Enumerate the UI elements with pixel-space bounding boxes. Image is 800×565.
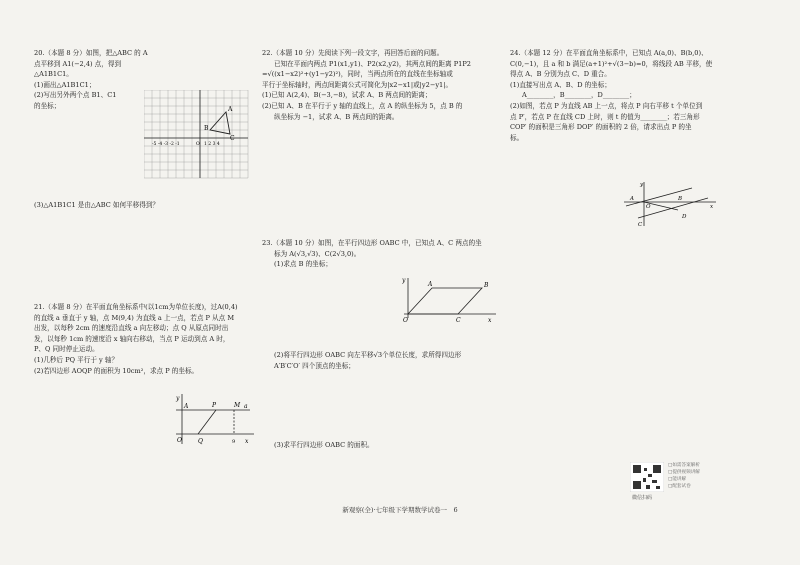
svg-text:O: O: [403, 317, 408, 324]
svg-text:A: A: [228, 106, 233, 113]
question-22-line-2: 已知在平面内两点 P1(x1,y1)、P2(x2,y2)，其两点间的距离 P1P2: [274, 59, 471, 68]
question-20-part-3: [34, 200, 254, 211]
question-22-line-7: 纵坐标为 −1，试求 A、B 两点间的距离。: [274, 112, 399, 121]
qr-option-3: □能讲解: [668, 477, 687, 482]
qr-option-4: □配套试卷: [668, 484, 691, 489]
question-20-item-2: (2)写出另外两个点 B1、C1: [34, 91, 117, 100]
question-24-line-7: 点 P′，若点 P 在直线 CD 上时，则 t 的值为________；若三角形: [510, 112, 700, 121]
question-23-line-3: (1)求点 B 的坐标；: [274, 260, 332, 269]
question-22-line-5: (1)已知 A(2,4)、B(−3,−8)，试求 A、B 两点间的距离；: [262, 91, 432, 100]
svg-text:M: M: [234, 402, 241, 409]
question-21-line-3: 出发，以每秒 2cm 的速度沿直线 a 向左移动；点 Q 从原点同时出: [34, 324, 229, 333]
svg-text:C: C: [456, 317, 461, 324]
question-21-line-5: P、Q 同时停止运动。: [34, 345, 99, 354]
svg-text:y: y: [640, 182, 644, 188]
question-21-line-4: 发，以每秒 1cm 的速度沿 x 轴向右移动，当点 P 运动到点 A 时，: [34, 334, 230, 343]
question-22-line-1: 22.（本题 10 分）先阅读下列一段文字，再回答后面的问题。: [262, 49, 444, 57]
qr-option-1: □如需答案解析: [668, 463, 700, 468]
svg-text:C: C: [230, 135, 235, 142]
question-23-item-2b: A′B′C′O′ 四个顶点的坐标；: [274, 361, 355, 370]
question-20-item-2b: 的坐标；: [34, 101, 61, 110]
question-24-line-5: A________，B________，D________；: [522, 91, 636, 100]
question-23-item-3: (3)求平行四边形 OABC 的面积。: [274, 441, 374, 449]
question-23-line-1: 23.（本题 10 分）如图，在平行四边形 OABC 中，已知点 A、C 两点的坐: [262, 239, 482, 247]
svg-text:A: A: [630, 196, 634, 202]
question-20-item-1: (1)画出△A1B1C1；: [34, 80, 96, 89]
question-22-line-6: (2)已知 A、B 在平行于 y 轴的直线上，点 A 的纵坐标为 5，点 B 的: [262, 101, 463, 110]
svg-text:O: O: [196, 142, 200, 147]
question-23-item-2a: (2)将平行四边形 OABC 向左平移√3个单位长度，求所得四边形: [274, 351, 462, 359]
qr-options: [668, 462, 700, 490]
question-24-line-9: 标。: [510, 133, 524, 142]
question-24-line-8: COP′ 的面积是三角形 DOP′ 的面积的 2 倍，请求出点 P 的坐: [510, 123, 692, 132]
question-24-line-2: C(0,−1)，且 a 和 b 满足(a+1)²+√(3−b)=0，将线段 AB 平移，使: [510, 59, 713, 68]
question-21-line-6: (1)几秒后 PQ 平行于 y 轴？: [34, 355, 119, 364]
svg-text:B: B: [678, 196, 683, 202]
question-20-title: 20.（本题 8 分）如图，把△ABC 的 A 点平移到 A1(−2,4) 点，得到△A1B1C1。: [34, 49, 148, 79]
question-23-line-2: 标为 A(√3,√3)、C(2√3,0)。: [274, 249, 361, 258]
question-23: [262, 238, 494, 270]
question-20-grid-figure: [144, 90, 254, 182]
svg-text:a: a: [244, 403, 248, 410]
svg-text:B: B: [204, 125, 209, 132]
question-24-line-3: 得点 A、B 分别为点 C、D 重合。: [510, 70, 611, 79]
question-23-part-3: [274, 440, 494, 451]
question-22-line-3: =√((x1−x2)²+(y1−y2)²)，同时，当两点所在的直线在坐标轴或: [262, 70, 453, 79]
qr-code-icon[interactable]: [630, 462, 664, 492]
qr-caption: 微信扫码: [632, 495, 653, 501]
svg-text:D: D: [682, 214, 687, 220]
page-footer: 新观察(全)·七年级下学期数学试卷一 6: [342, 506, 458, 514]
question-20-item-3: (3)△A1B1C1 是由△ABC 如何平移得到？: [34, 201, 160, 209]
question-24-line-6: (2)如图，若点 P 为直线 AB 上一点，将点 P 向右平移 t 个单位到: [510, 101, 703, 110]
question-24: [510, 48, 730, 143]
svg-text:O: O: [177, 437, 182, 444]
qr-code-block: [630, 462, 712, 502]
question-21-line-1: 21.（本题 8 分）在平面直角坐标系中(以1cm为单位长度)，过A(0,4): [34, 303, 238, 311]
svg-text:9: 9: [232, 439, 236, 445]
question-21: [34, 302, 264, 376]
question-23-part-2: [274, 350, 494, 371]
svg-text:B: B: [484, 282, 489, 289]
svg-text:1 2 3 4: 1 2 3 4: [204, 142, 220, 147]
svg-text:A: A: [428, 281, 433, 288]
qr-option-2: □提供视频讲解: [668, 470, 700, 475]
svg-text:x: x: [710, 204, 714, 210]
svg-text:-5 -4 -3 -2 -1: -5 -4 -3 -2 -1: [152, 142, 180, 147]
svg-text:x: x: [488, 317, 492, 324]
svg-text:C: C: [638, 222, 643, 228]
question-24-line-1: 24.（本题 12 分）在平面直角坐标系中，已知点 A(a,0)、B(b,0)、: [510, 49, 708, 57]
svg-text:O: O: [646, 204, 651, 210]
question-21-line-7: (2)若四边形 AOQP 的面积为 10cm²，求点 P 的坐标。: [34, 366, 199, 375]
svg-text:Q: Q: [198, 438, 203, 445]
question-21-line-2: 的直线 a 垂直于 y 轴，点 M(9,4) 为直线 a 上一点，若点 P 从点 M: [34, 313, 235, 322]
svg-text:A: A: [184, 403, 189, 410]
question-22: [262, 48, 494, 122]
question-21-figure: [172, 392, 256, 448]
svg-text:x: x: [245, 438, 249, 445]
svg-text:y: y: [402, 277, 406, 284]
svg-text:y: y: [176, 395, 180, 402]
svg-text:P: P: [212, 402, 217, 409]
question-22-line-4: 平行于坐标轴时，两点间距离公式可简化为|x2−x1|或|y2−y1|。: [262, 80, 453, 89]
question-24-line-4: (1)直接写出点 A、B、D 的坐标；: [510, 80, 611, 89]
question-23-figure: [402, 276, 498, 324]
question-24-figure: [622, 180, 718, 230]
